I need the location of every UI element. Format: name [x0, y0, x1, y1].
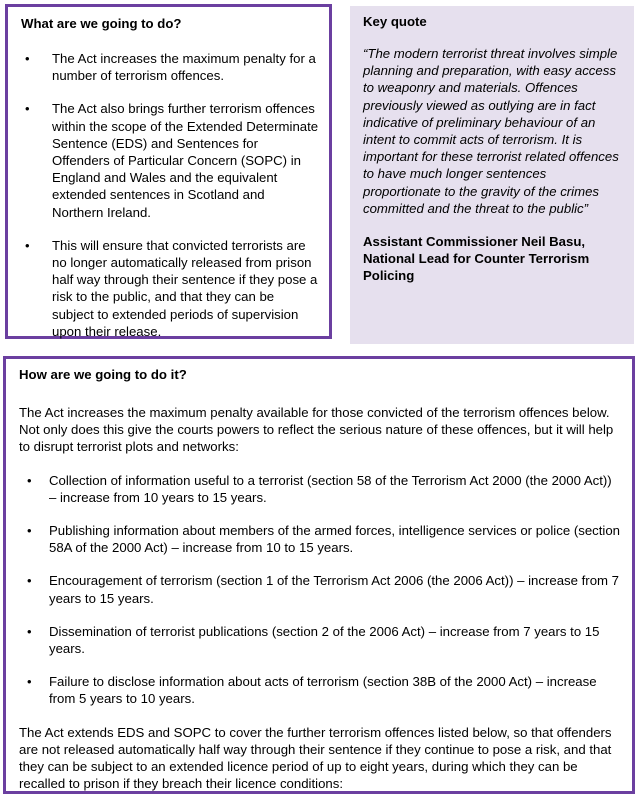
quote-attribution: Assistant Commissioner Neil Basu, National Lead for Counter Terrorism Policing [363, 234, 590, 284]
offence-list-item: • Failure to disclose information about acts of terrorism (section 38B of the 2000 Act) – increase from 5 years to 10 years. [27, 674, 597, 707]
what-list-item: • The Act increases the maximum penalty for a number of terrorism offences. [25, 51, 316, 84]
how-heading: How are we going to do it? [19, 367, 187, 382]
offence-list-item: • Publishing information about members of the armed forces, intelligence services or police (section 58A of the 2000 Act) – increase from 10 to 15 years. [27, 523, 621, 556]
key-quote-heading: Key quote [363, 14, 427, 29]
offence-list-item: • Encouragement of terrorism (section 1 of the Terrorism Act 2006 (the 2006 Act)) – increase from 7 years to 15 years. [27, 573, 620, 606]
how-intro-paragraph: The Act increases the maximum penalty available for those convicted of the terrorism offences below. Not only does this give the courts powers to reflect the serious nature of these offences, but it will help to disrupt terrorist plots and networks: [19, 405, 614, 455]
how-closing-paragraph: The Act extends EDS and SOPC to cover the further terrorism offences listed below, so that offenders are not released automatically half way through their sentence if they continue to pose a risk, and that they can be subject to an extended licence period of up to eight years, during which they can be recalled to prison if they breach their licence conditions: [19, 724, 612, 792]
bullet-icon: • [25, 101, 30, 117]
what-list [21, 50, 319, 340]
what-list-item: • The Act also brings further terrorism offences within the scope of the Extended Determinate Sentence (EDS) and Sentences for Offenders of Particular Concern (SOPC) in England and Wales and the equivalent extended sentences in Scotland and Northern Ireland. [25, 101, 319, 220]
what-are-we-going-to-do-box [5, 4, 332, 339]
bullet-icon: • [27, 623, 32, 639]
offence-list-item: • Dissemination of terrorist publications (section 2 of the 2006 Act) – increase from 7 years to 15 years. [27, 623, 600, 657]
bullet-icon: • [25, 237, 30, 253]
what-list-item: • This will ensure that convicted terrorists are no longer automatically released from prison half way through their sentence if they pose a risk to the public, and that they can be subject to extended periods of supervision upon their release. [25, 237, 318, 339]
how-are-we-going-to-do-it-box [3, 356, 635, 794]
quote-text: “The modern terrorist threat involves simple planning and preparation, with easy access to weaponry and materials. Offences previously viewed as outlying are in fact indicative of preliminary behaviour of an intent to commit acts of terrorism. It is important for these terrorist related offences to have much longer sentences proportionate to the gravity of the crimes committed and the threat to the public” [363, 46, 619, 216]
bullet-icon: • [25, 51, 30, 66]
bullet-icon: • [27, 674, 32, 690]
key-quote-box [350, 6, 634, 344]
bullet-icon: • [27, 523, 32, 539]
what-heading: What are we going to do? [21, 16, 182, 31]
offence-list [19, 472, 622, 708]
bullet-icon: • [27, 472, 32, 488]
offence-list-item: • Collection of information useful to a terrorist (section 58 of the Terrorism Act 2000 (the 2000 Act)) – increase from 10 years to 15 years. [27, 472, 612, 505]
bullet-icon: • [27, 573, 32, 589]
